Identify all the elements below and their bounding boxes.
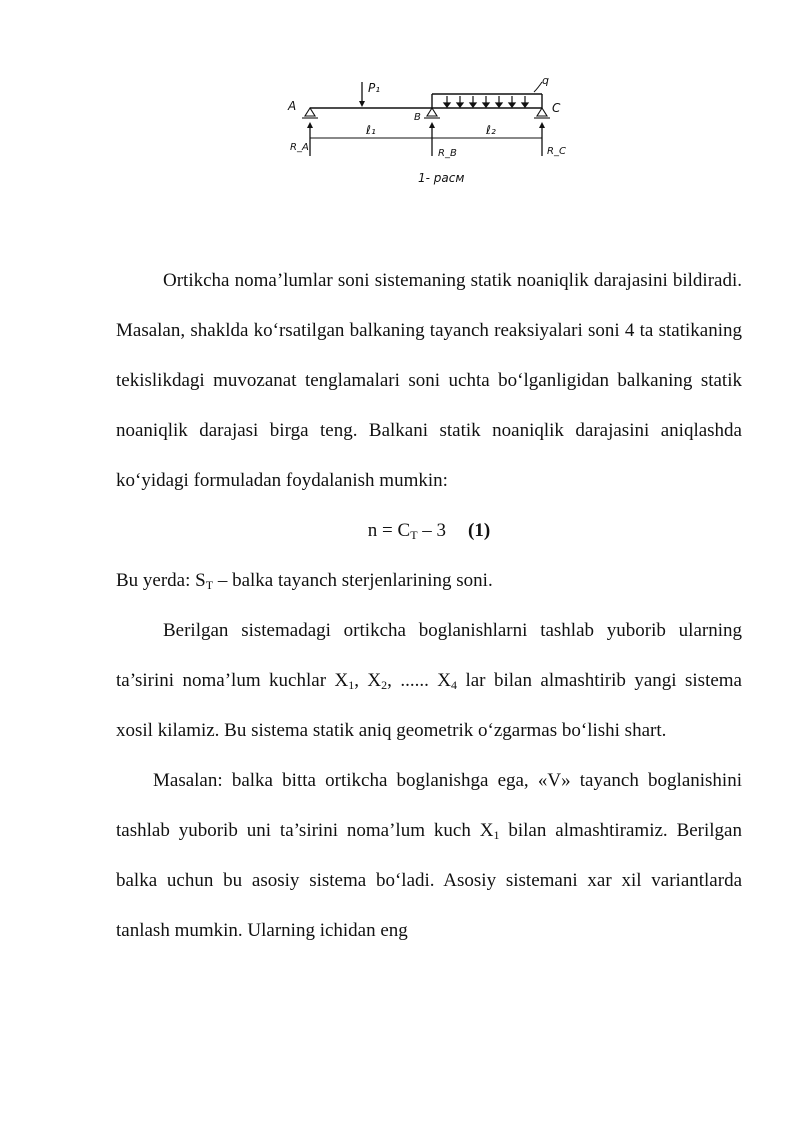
support-b — [424, 108, 440, 118]
formula-right: – 3 — [417, 520, 447, 541]
beam-diagram — [280, 76, 570, 188]
p3-text-a: Berilgan sistemadagi ortikcha boglanishlarni tashlab yuborib ularning ta’sirini noma’lum kuchlar X — [116, 620, 742, 691]
label-b: B — [414, 112, 421, 123]
p4-sub-1: 1 — [493, 828, 500, 842]
formula — [116, 506, 742, 556]
support-a — [302, 108, 318, 118]
paragraph-4 — [116, 756, 742, 956]
figure-caption: 1- расм — [418, 171, 465, 185]
p4-text-b: bilan almashtiramiz. Berilgan balka uchun bu asosiy sistema bo‘ladi. Asosiy sistemani xar xil variantlarda tanlash mumkin. Ularning ichidan eng — [116, 820, 742, 941]
p3-sub-1: 1 — [348, 678, 355, 692]
label-l1: ℓ₁ — [366, 123, 376, 137]
label-l2: ℓ₂ — [486, 123, 496, 137]
label-ra: R_A — [290, 142, 309, 153]
paragraph-1: Ortikcha noma’lumlar soni sistemaning statik noaniqlik darajasini bildiradi. Masalan, shaklda ko‘rsatilgan balkaning tayanch reaksiyalari soni 4 ta statikaning tekislikdagi muvozanat tenglamalari soni uchta bo‘lganligidan balkaning statik noaniqlik darajasi birga teng. Balkani statik noaniqlik darajasini aniqlashda ko‘yidagi formuladan foydalanish mumkin: — [116, 270, 742, 491]
p2-text-a: Bu yerda: S — [116, 570, 206, 591]
label-rb: R_B — [438, 148, 457, 159]
p3-text-c: , ...... X — [387, 670, 452, 691]
support-c — [534, 108, 550, 118]
paragraph-3 — [116, 606, 742, 756]
distributed-load-arrows — [444, 96, 528, 107]
p2-subscript: T — [205, 578, 214, 592]
p3-text-d: lar bilan almashtirib yangi sistema xosil kilamiz. Bu sistema statik aniq geometrik o‘zgarmas bo‘lishi shart. — [116, 670, 742, 741]
formula-number: (1) — [468, 520, 491, 541]
label-q: q — [542, 76, 549, 87]
p3-text-b: , X — [354, 670, 382, 691]
body-text — [116, 256, 742, 956]
formula-subscript: T — [410, 528, 418, 542]
paragraph-2 — [116, 556, 742, 606]
p3-sub-2: 2 — [381, 678, 388, 692]
beam-diagram-svg — [280, 76, 570, 188]
p3-sub-3: 4 — [451, 678, 458, 692]
p2-text-b: – balka tayanch sterjenlarining soni. — [213, 570, 493, 591]
label-rc: R_C — [547, 146, 566, 157]
p4-text-a: Masalan: balka bitta ortikcha boglanishga ega, «V» tayanch boglanishini tashlab yuborib uni ta’sirini noma’lum kuch X — [116, 770, 742, 841]
label-c: C — [552, 101, 561, 115]
label-p1: P₁ — [368, 81, 381, 95]
formula-left: n = C — [367, 520, 411, 541]
label-a: A — [288, 99, 297, 113]
